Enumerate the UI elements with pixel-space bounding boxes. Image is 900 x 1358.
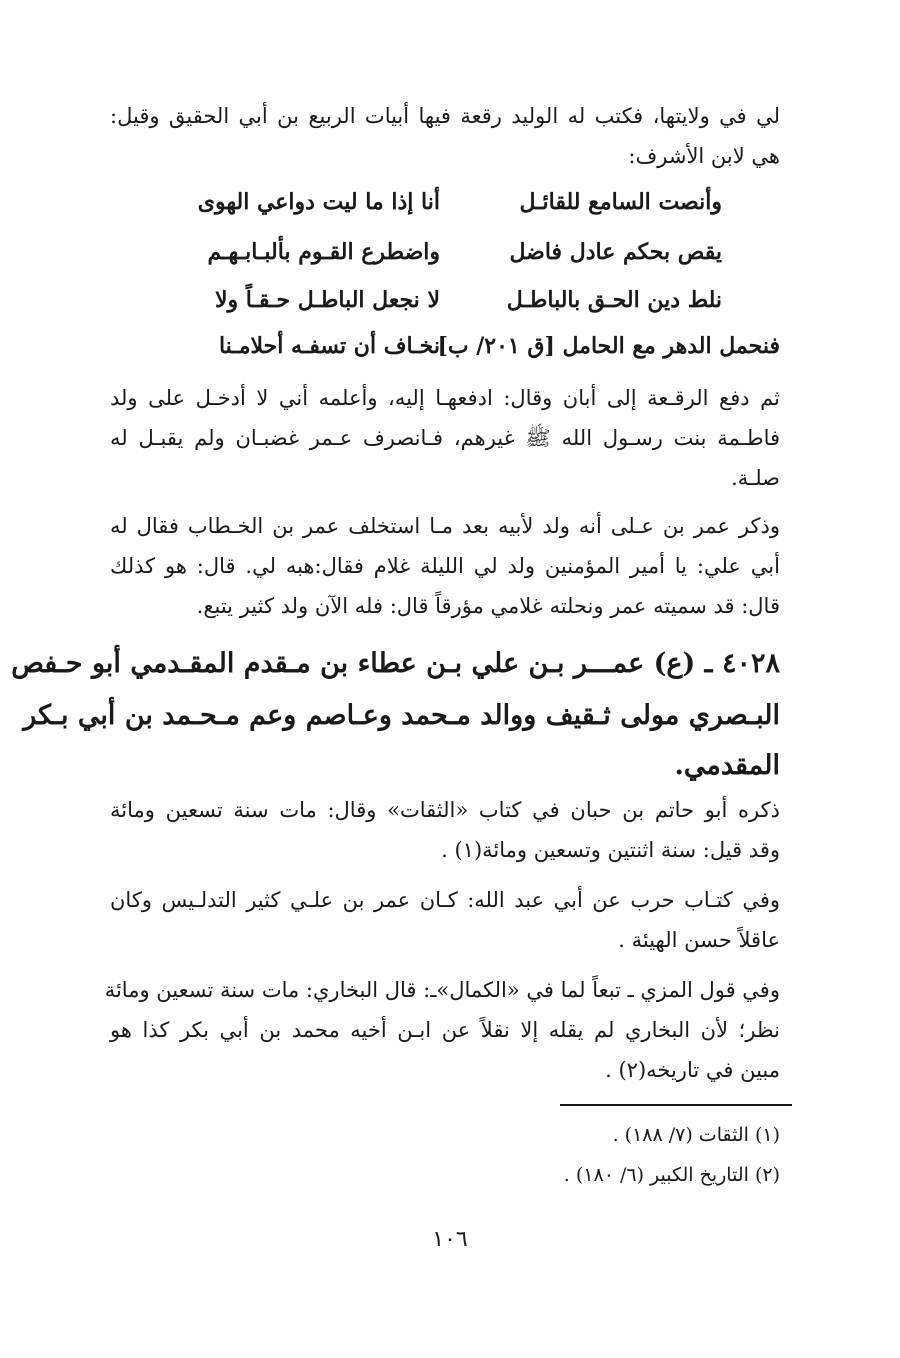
- text-line: وقد قيل: سنة اثنتين وتسعين ومائة(١) .: [441, 838, 780, 862]
- entry-heading: البـصري مولى ثـقيف ووالد مـحمد وعـاصم وعم مـحـمد بن أبي بـكر: [23, 700, 780, 731]
- verse-first-hemistich: نخـاف أن تسفـه أحلامـنا: [218, 333, 440, 359]
- text-line: ثم دفع الرقـعة إلى أبان وقال: ادفعهـا إليه، وأعلمه أني لا أدخـل على ولد: [110, 386, 780, 410]
- text-line: صلـة.: [731, 466, 780, 490]
- text-line: وذكر عمر بن عـلى أنه ولد لأبيه بعد مـا استخلف عمر بن الخـطاب فقال له: [110, 514, 780, 538]
- verse-first-hemistich: واضطرع القـوم بألبـابـهـم: [207, 239, 440, 265]
- text-line: ذكره أبو حاتم بن حبان في كتاب «الثقات» وقال: مات سنة تسعين ومائة: [110, 798, 780, 822]
- text-line: وفي قول المزي ـ تبعاً لما في «الكمال»ـ: قال البخاري: مات سنة تسعين ومائة: [104, 978, 780, 1002]
- entry-heading: المقدمي.: [674, 750, 780, 781]
- page-number: ١٠٦: [432, 1227, 468, 1252]
- footnote: (١) الثقات (٧/ ١٨٨) .: [612, 1124, 780, 1146]
- verse-second-hemistich: نلط دين الحـق بالباطـل: [506, 287, 722, 313]
- text-line: قال: قد سميته عمر ونحلته غلامي مؤرقاً قال: فله الآن ولد كثير يتبع.: [196, 594, 780, 618]
- verse-first-hemistich: لا نجعل الباطـل حـقـاً ولا: [214, 287, 440, 313]
- verse-second-hemistich: وأنصت السامع للقائـل: [519, 189, 722, 215]
- verse-first-hemistich: أنا إذا ما ليت دواعي الهوى: [197, 189, 440, 215]
- text-line: لي في ولايتها، فكتب له الوليد رقعة فيها أبيات الربيع بن أبي الحقيق وقيل:: [110, 104, 780, 128]
- footnote-divider: [560, 1104, 792, 1106]
- text-line: أبي علي: يا أمير المؤمنين ولد لي الليلة غلام فقال:هبه لي. قال: هو كذلك: [110, 554, 780, 578]
- entry-heading: ٤٠٢٨ ـ (ع) عمـــر بـن علي بـن عطاء بن مـقدم المقـدمي أبو حـفص: [11, 648, 780, 679]
- text-line: فاطـمة بنت رسـول الله ﷺ غيرهم، فـانصرف عـمر غضبـان ولم يقبـل له: [110, 426, 780, 450]
- footnote: (٢) التاريخ الكبير (٦/ ١٨٠) .: [563, 1164, 780, 1186]
- text-line: وفي كتـاب حرب عن أبي عبد الله: كـان عمر بن علـي كثير التدلـيس وكان: [110, 888, 780, 912]
- text-line: نظر؛ لأن البخاري لم يقله إلا نقلاً عن ابـن أخيه محمد بن أبي بكر كذا هو: [110, 1018, 780, 1042]
- text-line: مبين في تاريخه(٢) .: [605, 1058, 780, 1082]
- verse-second-hemistich: فنحمل الدهر مع الحامل [ق ٢٠١/ ب]: [437, 333, 780, 359]
- text-line: عاقلاً حسن الهيئة .: [618, 928, 780, 952]
- text-line: هي لابن الأشرف:: [628, 144, 780, 168]
- verse-second-hemistich: يقص بحكم عادل فاضل: [509, 239, 722, 265]
